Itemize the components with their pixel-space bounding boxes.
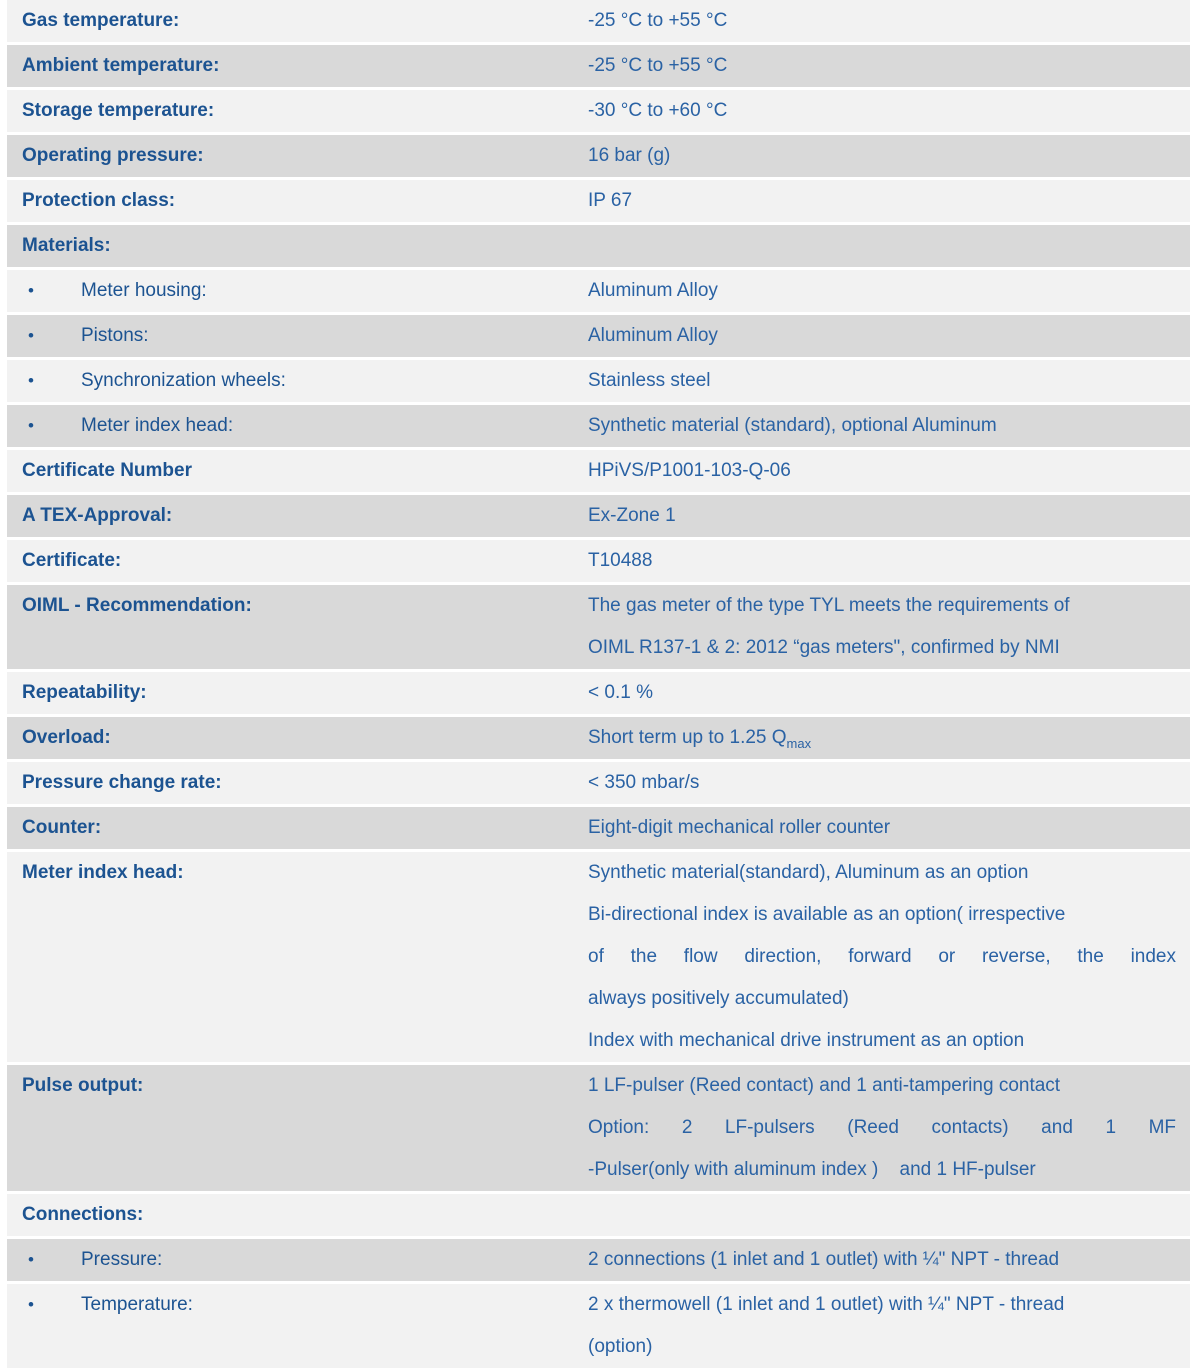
row-value-cell bbox=[588, 90, 1190, 132]
row-label-cell bbox=[7, 852, 588, 894]
row-label: Pressure: bbox=[81, 1249, 163, 1270]
row-value-line-empty bbox=[588, 225, 1176, 267]
table-row bbox=[7, 90, 1190, 132]
table-row bbox=[7, 540, 1190, 582]
table-row bbox=[7, 405, 1190, 447]
table-row bbox=[7, 0, 1190, 42]
table-row bbox=[7, 807, 1190, 849]
row-value-cell bbox=[588, 0, 1190, 42]
row-value-line: -25 °C to +55 °C bbox=[588, 55, 728, 76]
row-value-cell bbox=[588, 1194, 1190, 1236]
row-label-cell bbox=[7, 762, 588, 804]
row-label: A TEX-Approval: bbox=[22, 505, 173, 526]
row-value-cell bbox=[588, 405, 1190, 447]
row-value-line: -Pulser(only with aluminum index ) and 1 HF-pulser bbox=[588, 1159, 1036, 1180]
row-value-cell bbox=[588, 270, 1190, 312]
row-label: OIML - Recommendation: bbox=[22, 595, 252, 616]
table-row bbox=[7, 852, 1190, 1062]
row-value-line-empty bbox=[588, 1194, 1176, 1236]
row-label-cell bbox=[7, 315, 588, 357]
row-value-line: Synthetic material(standard), Aluminum as an option bbox=[588, 862, 1029, 883]
row-value-line: always positively accumulated) bbox=[588, 988, 849, 1009]
row-value-line: < 0.1 % bbox=[588, 682, 653, 703]
row-label-cell bbox=[7, 1194, 588, 1236]
row-value-line: Aluminum Alloy bbox=[588, 325, 718, 346]
row-value-line: Index with mechanical drive instrument as an option bbox=[588, 1030, 1025, 1051]
row-label: Pistons: bbox=[81, 325, 149, 346]
row-label-cell bbox=[7, 270, 588, 312]
row-value-line: Stainless steel bbox=[588, 370, 711, 391]
row-value-line: Aluminum Alloy bbox=[588, 280, 718, 301]
row-label-cell bbox=[7, 450, 588, 492]
row-label: Overload: bbox=[22, 727, 111, 748]
row-label: Meter index head: bbox=[22, 862, 184, 883]
row-label: Counter: bbox=[22, 817, 102, 838]
table-row bbox=[7, 180, 1190, 222]
row-label-cell bbox=[7, 45, 588, 87]
row-label: Protection class: bbox=[22, 190, 176, 211]
row-label-cell bbox=[7, 135, 588, 177]
bullet-icon: • bbox=[28, 326, 34, 345]
row-label-cell bbox=[7, 495, 588, 537]
row-value-cell bbox=[588, 672, 1190, 714]
bullet-icon: • bbox=[28, 371, 34, 390]
row-label: Repeatability: bbox=[22, 682, 147, 703]
row-label-cell bbox=[7, 540, 588, 582]
row-label: Temperature: bbox=[81, 1294, 193, 1315]
row-value-cell bbox=[588, 852, 1190, 1062]
row-label: Synchronization wheels: bbox=[81, 370, 286, 391]
row-value-line: The gas meter of the type TYL meets the requirements of bbox=[588, 595, 1070, 616]
row-value-line: Bi-directional index is available as an option( irrespective bbox=[588, 904, 1066, 925]
table-row bbox=[7, 1194, 1190, 1236]
row-value-line: 2 x thermowell (1 inlet and 1 outlet) with ¼" NPT - thread bbox=[588, 1294, 1065, 1315]
row-value-line: -25 °C to +55 °C bbox=[588, 10, 728, 31]
row-value-line: IP 67 bbox=[588, 190, 633, 211]
table-row bbox=[7, 1239, 1190, 1281]
row-value-cell bbox=[588, 717, 1190, 759]
row-value-cell bbox=[588, 45, 1190, 87]
row-value-line: T10488 bbox=[588, 550, 653, 571]
table-row bbox=[7, 225, 1190, 267]
row-label: Ambient temperature: bbox=[22, 55, 220, 76]
row-value-cell bbox=[588, 762, 1190, 804]
row-label: Meter housing: bbox=[81, 280, 207, 301]
row-value-cell bbox=[588, 1065, 1190, 1191]
row-label-cell bbox=[7, 90, 588, 132]
table-row bbox=[7, 315, 1190, 357]
table-row bbox=[7, 360, 1190, 402]
row-label: Certificate Number bbox=[22, 460, 192, 481]
row-label: Pressure change rate: bbox=[22, 772, 222, 793]
row-value-cell bbox=[588, 135, 1190, 177]
bullet-icon: • bbox=[28, 416, 34, 435]
table-row bbox=[7, 135, 1190, 177]
table-row bbox=[7, 717, 1190, 759]
table-row bbox=[7, 270, 1190, 312]
table-row bbox=[7, 495, 1190, 537]
row-label-cell bbox=[7, 585, 588, 627]
subscript-text: max bbox=[786, 735, 812, 751]
table-row bbox=[7, 585, 1190, 669]
row-label-cell bbox=[7, 1239, 588, 1281]
row-value-cell bbox=[588, 225, 1190, 267]
row-value-line: Synthetic material (standard), optional Aluminum bbox=[588, 415, 997, 436]
row-label: Storage temperature: bbox=[22, 100, 215, 121]
row-label-cell bbox=[7, 0, 588, 42]
row-value-cell bbox=[588, 495, 1190, 537]
row-value-line: Ex-Zone 1 bbox=[588, 505, 676, 526]
row-value-cell bbox=[588, 1284, 1190, 1368]
row-label-cell bbox=[7, 1284, 588, 1326]
row-value-cell bbox=[588, 585, 1190, 669]
row-value-line: 2 connections (1 inlet and 1 outlet) with ¼" NPT - thread bbox=[588, 1249, 1060, 1270]
row-value-cell bbox=[588, 180, 1190, 222]
row-label-cell bbox=[7, 717, 588, 759]
row-label-cell bbox=[7, 672, 588, 714]
row-value-line: OIML R137-1 & 2: 2012 “gas meters", confirmed by NMI bbox=[588, 637, 1060, 658]
row-value-cell bbox=[588, 450, 1190, 492]
row-value-cell bbox=[588, 1239, 1190, 1281]
row-label-cell bbox=[7, 807, 588, 849]
row-value-line: of the flow direction, forward or reverse, the index bbox=[588, 946, 1176, 967]
row-label-cell bbox=[7, 1065, 588, 1107]
row-value-line: < 350 mbar/s bbox=[588, 772, 700, 793]
row-value-cell bbox=[588, 360, 1190, 402]
table-row bbox=[7, 762, 1190, 804]
row-value-line: HPiVS/P1001-103-Q-06 bbox=[588, 460, 791, 481]
row-value-line: -30 °C to +60 °C bbox=[588, 100, 728, 121]
row-value-line: Eight-digit mechanical roller counter bbox=[588, 817, 891, 838]
row-value-cell bbox=[588, 540, 1190, 582]
table-row bbox=[7, 45, 1190, 87]
row-label-cell bbox=[7, 180, 588, 222]
row-value-cell bbox=[588, 315, 1190, 357]
row-value-line: Option: 2 LF-pulsers (Reed contacts) and 1 MF bbox=[588, 1117, 1176, 1138]
row-value-line: (option) bbox=[588, 1336, 653, 1357]
row-label: Gas temperature: bbox=[22, 10, 180, 31]
row-label: Meter index head: bbox=[81, 415, 234, 436]
row-value-cell bbox=[588, 807, 1190, 849]
bullet-icon: • bbox=[28, 1250, 34, 1269]
row-value-line: 1 LF-pulser (Reed contact) and 1 anti-tampering contact bbox=[588, 1075, 1061, 1096]
table-row bbox=[7, 1065, 1190, 1191]
row-label-cell bbox=[7, 405, 588, 447]
table-row bbox=[7, 450, 1190, 492]
row-label-cell bbox=[7, 360, 588, 402]
table-row bbox=[7, 672, 1190, 714]
row-label: Certificate: bbox=[22, 550, 122, 571]
row-label: Connections: bbox=[22, 1204, 144, 1225]
row-label: Materials: bbox=[22, 235, 111, 256]
bullet-icon: • bbox=[28, 281, 34, 300]
row-label-cell bbox=[7, 225, 588, 267]
row-value-line: Short term up to 1.25 $Q_{max}$ bbox=[588, 727, 812, 751]
bullet-icon: • bbox=[28, 1295, 34, 1314]
row-value-line: 16 bar (g) bbox=[588, 145, 671, 166]
table-row bbox=[7, 1284, 1190, 1368]
row-label: Pulse output: bbox=[22, 1075, 144, 1096]
row-label: Operating pressure: bbox=[22, 145, 204, 166]
